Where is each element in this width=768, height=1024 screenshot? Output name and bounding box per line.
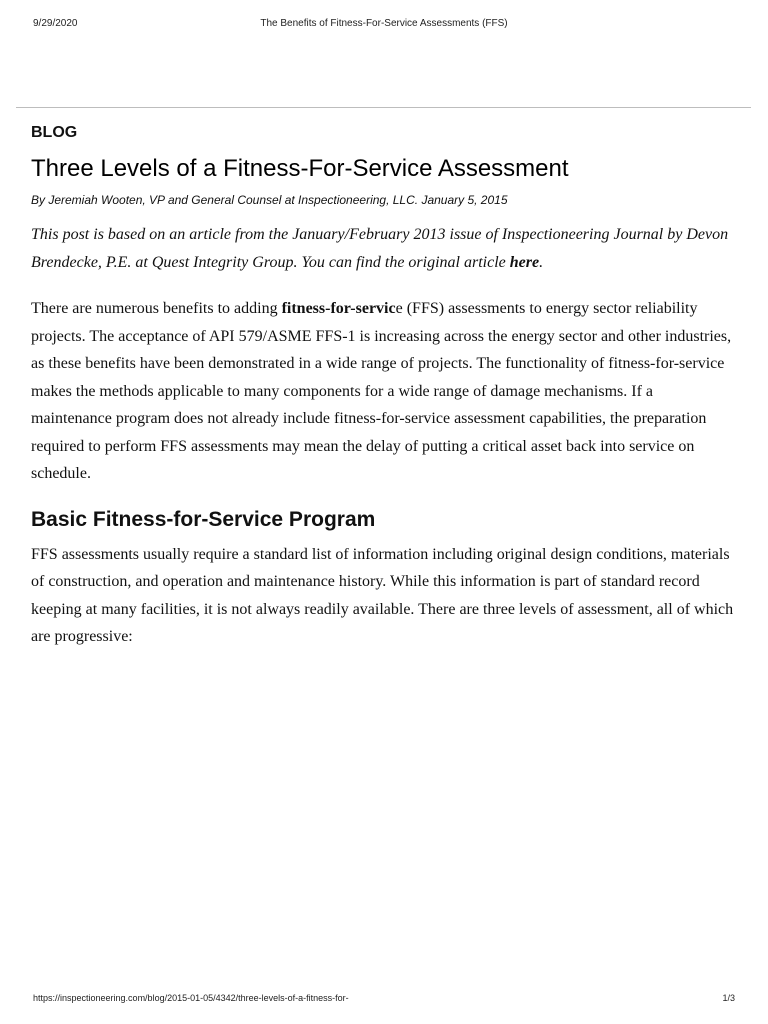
print-header — [33, 18, 735, 32]
header-divider — [16, 107, 751, 108]
article — [31, 123, 736, 651]
print-document-title: The Benefits of Fitness-For-Service Assessments (FFS) — [260, 18, 508, 29]
bold-term: fitness-for-servic — [281, 300, 396, 317]
paragraph-text-start: There are numerous benefits to adding — [31, 300, 282, 317]
footer-url: https://inspectioneering.com/blog/2015-01-05/4342/three-levels-of-a-fitness-for- — [33, 993, 349, 1003]
intro-text: This post is based on an article from the January/February 2013 issue of Inspectioneering Journal by Devon Brendecke, P.E. at Quest Integrity Group. You can find the original article — [31, 226, 729, 271]
paragraph-text-end: e (FFS) assessments to energy sector reliability projects. The acceptance of API 579/ASME FFS-1 is increasing across the energy sector and other industries, as these benefits have been demonstrated in a wide range of projects. The functionality of fitness-for-service makes the methods applicable to many components for a wide range of damage mechanisms. If a maintenance program does not already include fitness-for-service assessment capabilities, the preparation required to perform FFS assessments may mean the delay of putting a critical asset back into service on schedule. — [31, 300, 732, 482]
page-title: Three Levels of a Fitness-For-Service Assessment — [31, 155, 569, 182]
intro-note — [31, 221, 736, 276]
page-number: 1/3 — [722, 993, 735, 1003]
print-footer — [33, 993, 735, 1007]
original-article-link[interactable]: here — [509, 253, 540, 271]
print-date: 9/29/2020 — [33, 18, 78, 29]
byline: By Jeremiah Wooten, VP and General Counsel at Inspectioneering, LLC. January 5, 2015 — [31, 193, 508, 207]
section-heading: Basic Fitness-for-Service Program — [31, 507, 376, 531]
intro-end: . — [539, 253, 544, 271]
body-paragraph — [31, 295, 736, 488]
section-paragraph: FFS assessments usually require a standard list of information including original design conditions, materials of construction, and operation and maintenance history. While this information is part of standard record keeping at many facilities, it is not always readily available. There are three levels of assessment, all of which are progressive: — [31, 545, 734, 645]
category-label: BLOG — [31, 124, 78, 141]
